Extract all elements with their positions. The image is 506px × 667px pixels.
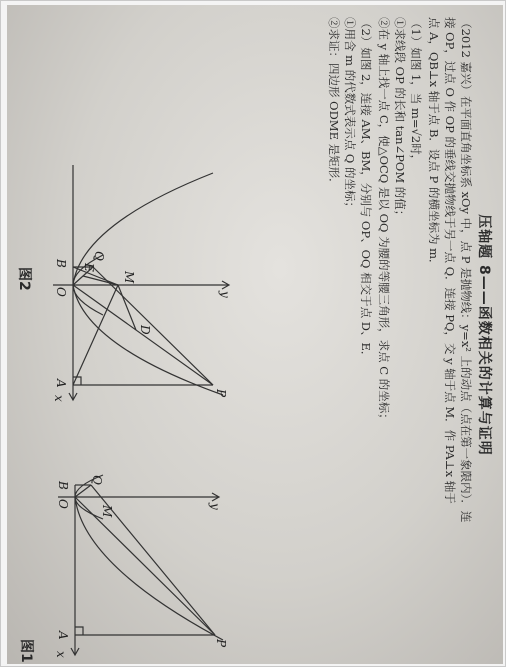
fig2-label-b: B [54,259,68,268]
problem-line-2: 接 OP，过点 O 作 OP 的垂线交抛物线于另一点 Q．连接 PQ，交 y 轴于点 M．作 PA⊥x 轴于 [443,17,457,504]
fig2-line-op [73,285,213,385]
fig2-label-a: A [54,379,68,388]
problem-line-7: （2）如图 2，连接 AM、BM，分别与 OP、OQ 相交于点 D、E． [359,17,373,363]
fig2-label-p: P [214,389,228,398]
problem-line-6: ②在 y 轴上找一点 C，使△OCQ 是以 OQ 为腰的等腰三角形，求点 C 的坐标； [377,17,391,425]
fig1-label-x: x [54,651,68,658]
fig2-label-x: x [52,395,66,402]
figure-2 [43,155,253,405]
rotated-page [7,5,503,664]
fig1-label-y: y [208,503,222,510]
problem-line-8: ①用含 m 的代数式表示点 Q 的坐标； [343,17,357,213]
fig1-label-p: P [214,639,228,648]
fig2-line-me [83,276,118,285]
problem-line-9: ②求证：四边形 ODME 是矩形． [327,17,341,190]
fig2-label-m: M [122,271,136,284]
fig1-label-o: O [56,499,70,509]
problem-line-5: ①求线段 OP 的长和 tan∠POM 的值； [393,17,407,222]
page-title: 压轴题 8——函数相关的计算与证明 [476,214,492,456]
problem-line-1: （2012 嘉兴）在平面直角坐标系 xOy 中，点 P 是抛物线：y=x² 上的动点（点在第一象限内）．连 [459,17,473,523]
photo-of-printed-page [7,5,503,664]
fig1-right-angle-mark [75,627,83,635]
figure-1 [43,475,243,664]
figure-2-caption: 图2 [16,267,32,291]
fig2-label-e: E [82,263,96,272]
fig2-label-y: y [218,291,232,298]
figure-1-caption: 图1 [18,639,34,663]
fig1-label-a: A [56,631,70,640]
problem-line-4: （1）如图 1，当 m=√2时， [409,17,423,167]
fig2-label-q: Q [92,251,106,261]
fig1-label-b: B [56,481,70,490]
fig2-label-d: D [138,325,152,335]
problem-line-3: 点 A，QB⊥x 轴于点 B．设点 P 的横坐标为 m． [427,17,441,271]
fig1-label-m: M [100,505,114,518]
fig1-line-op [75,497,215,635]
fig2-label-o: O [54,287,68,297]
fig1-label-q: Q [90,475,104,485]
